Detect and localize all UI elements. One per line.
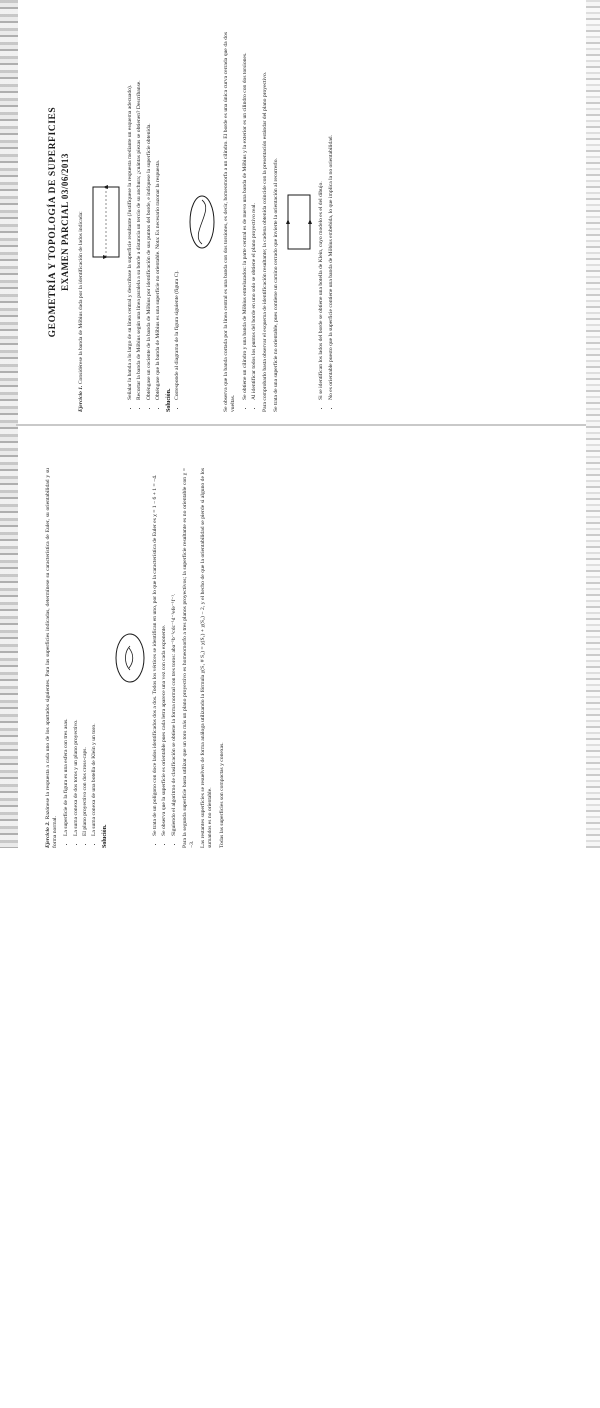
exercise-1-items [127,32,162,412]
exercise-1-label: Ejercicio 1. [78,385,84,412]
solution-2-item: • Se trata de un polígono con doce lados identificados dos a dos. Todos los vértices se identifican en uno, por lo que la característica de Euler es χ = 1 − 6 + 1 = −4. [152,468,159,836]
solution-1-item: • Se obtiene un cilindro y una banda de Möbius entrelazados: la parte central es de nuevo una banda de Möbius y la exterior es un cilindro con dos torsiones. [242,32,249,400]
solution-2-heading: Solución. [102,824,109,848]
exercise-2-text: Razónese la respuesta a cada uno de los apartados siguientes. Para las superficies indicadas, determínese su característica de Euler, su orientabilidad y su forma normal. [45,468,59,848]
exercise-1-item: • Señalar la banda a lo largo de su línea central y descríbase la superficie resultante (Justifíquese la respuesta mediante un esquema adecuado). [127,32,134,400]
solution-2-items [152,468,178,848]
solution-1-items-b [242,32,258,412]
exercise-2-item: • La superficie de la figura es una esfera con tres asas. [63,468,70,836]
solution-1-items-e [318,32,334,412]
surface-sketch-figure [112,628,148,688]
solution-1-paragraph: Se trata de una superficie no orientable, pues contiene un camino cerrado que invierte la orientación al recorrerlo. [273,158,280,412]
exercise-2-label: Ejercicio 2. [45,821,51,848]
exercise-1-statement [78,32,85,412]
mobius-band-diagram [89,177,123,267]
exercise-2-items [63,468,98,848]
exercise-2-item: • La suma conexa de dos toros y un plano proyectivo. [73,468,80,836]
solution-1-item: • No es orientable puesto que la superficie contiene una banda de Möbius embebida, lo que implica la no orientabilidad. [328,32,335,400]
solution-1-paragraph: Se observa que la banda cortada por la línea central es una banda con dos torsiones, es decir, homeomorfa a un cilindro. El borde es una única curva cerrada que da dos vueltas. [223,32,237,412]
cut-band-figure [185,192,219,252]
solution-1-paragraph: Para comprobarlo basta observar el esquema de identificación resultante; la cadena obtenida coincide con la presentación estándar del plano proyectivo. [262,71,269,412]
solution-1-item: • Corresponde al diagrama de la figura siguiente (figura C). [174,32,181,400]
exercise-1-item: • Recortar la banda de Möbius según una línea paralela a su borde a distancia un tercio de su anchura; ¿cuántas piezas se obtienen? Descríbanse. [136,32,143,400]
solution-2-closing: Todas las superficies son compactas y conexas. [218,742,225,848]
solution-1-heading: Solución. [166,388,173,412]
exercise-2-item: • El plano proyectivo con dos cross-caps. [82,468,89,836]
klein-bottle-diagram [284,187,314,257]
exercise-2-item: • La suma conexa de una botella de Klein y un toro. [91,468,98,836]
exam-title: GEOMETRÍA Y TOPOLOGÍA DE SUPERFICIES [48,106,58,338]
exam-page-2 [45,468,425,1408]
solution-1-item: • Si se identifican los lados del borde se obtiene una botella de Klein, cuyo modelo es el del dibujo. [318,32,325,400]
exercise-1-item: • Obténgase un cociente de la banda de Möbius por identificación de sus puntos del borde, e indíquese la superficie obtenida. [146,32,153,400]
solution-2-item: • Se observa que la superficie es orientable pues cada letra aparece una vez con cada exponente. [161,468,168,836]
solution-1-items [174,32,181,412]
solution-2-item: • Siguiendo el algoritmo de clasificación se obtiene la forma normal con tres toros: aba⁻¹b⁻¹cdc⁻¹d⁻¹efe⁻¹f⁻¹. [171,468,178,836]
exam-subtitle: EXAMEN PARCIAL 03/06/2013 [60,153,70,291]
solution-1-item: • Al identificar todos los puntos del borde en uno solo se obtiene el plano proyectivo real. [251,32,258,400]
exercise-2-statement [45,468,59,848]
solution-2-paragraph: Para la segunda superficie basta utilizar que un toro más un plano proyectivo es homeomorfo a tres planos proyectivos; la superficie resultante es no orientable con χ = −3. [181,468,196,848]
solution-2-paragraph: Las restantes superficies se resuelven de forma análoga utilizando la fórmula χ(S₁ # S₂) = χ(S₁) + χ(S₂) − 2, y el hecho de que la orientabilidad se pierde si alguno de los sumandos es no orientable. [200,468,214,848]
exercise-1-item: • Obténgase que la banda de Möbius es una superficie no orientable. Nota: Es necesario razonar la respuesta. [155,32,162,400]
exercise-1-text: Considérese la banda de Möbius dada por la identificación de lados indicada: [78,211,84,385]
